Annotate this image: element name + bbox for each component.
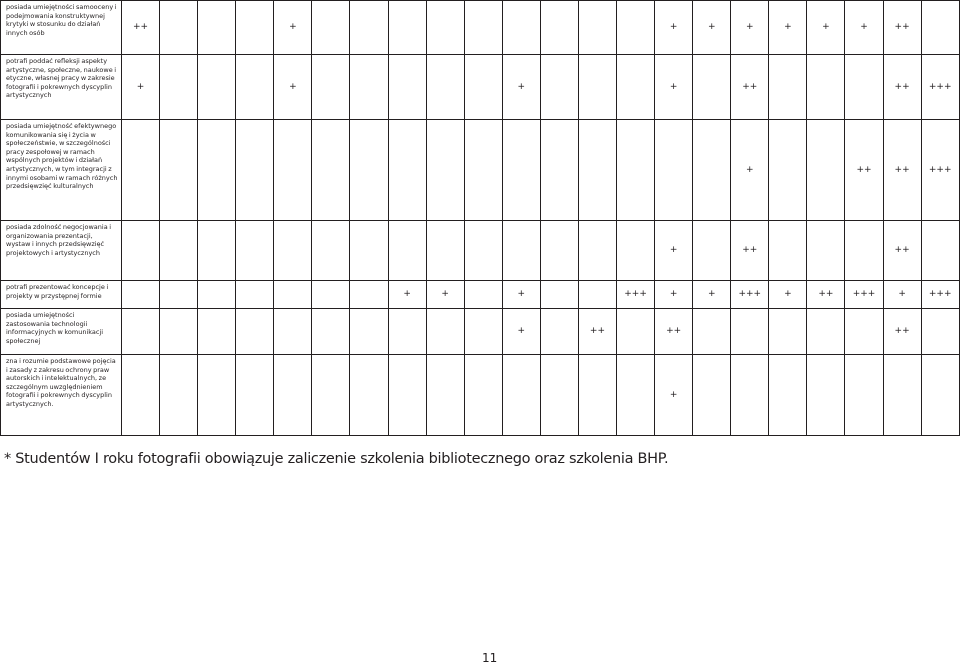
- mark-cell: +: [655, 355, 693, 436]
- mark-cell: +++: [921, 281, 959, 309]
- mark-cell: +: [693, 281, 731, 309]
- mark-cell: [845, 309, 883, 355]
- mark-cell: [160, 221, 198, 281]
- mark-cell: [693, 309, 731, 355]
- mark-cell: +: [388, 281, 426, 309]
- mark-cell: [540, 1, 578, 55]
- mark-cell: [198, 309, 236, 355]
- mark-cell: [236, 221, 274, 281]
- mark-cell: ++: [578, 309, 616, 355]
- mark-cell: [807, 221, 845, 281]
- mark-cell: [464, 120, 502, 221]
- mark-cell: [540, 55, 578, 120]
- matrix-row: [1, 355, 960, 436]
- mark-cell: [617, 355, 655, 436]
- mark-cell: +++: [731, 281, 769, 309]
- mark-cell: [236, 281, 274, 309]
- mark-cell: +: [655, 281, 693, 309]
- mark-cell: +: [655, 221, 693, 281]
- mark-cell: [540, 309, 578, 355]
- mark-cell: [807, 355, 845, 436]
- matrix-row: [1, 55, 960, 120]
- outcome-description: zna i rozumie podstawowe pojęcia i zasady z zakresu ochrony praw autorskich i intelektualnych, ze szczególnym uwzględnieniem fotografii i pokrewnych dyscyplin artystycznych.: [1, 355, 122, 436]
- footnote: * Studentów I roku fotografii obowiązuje zaliczenie szkolenia bibliotecznego oraz szkolenia BHP.: [4, 451, 669, 467]
- mark-cell: [731, 309, 769, 355]
- mark-cell: [464, 309, 502, 355]
- mark-cell: [769, 120, 807, 221]
- mark-cell: [160, 281, 198, 309]
- mark-cell: +++: [617, 281, 655, 309]
- mark-cell: ++: [122, 1, 160, 55]
- mark-cell: [693, 55, 731, 120]
- mark-cell: +: [122, 55, 160, 120]
- mark-cell: +++: [921, 120, 959, 221]
- mark-cell: [693, 221, 731, 281]
- mark-cell: [236, 55, 274, 120]
- mark-cell: [312, 120, 350, 221]
- mark-cell: [350, 221, 388, 281]
- mark-cell: [731, 355, 769, 436]
- mark-cell: ++: [655, 309, 693, 355]
- mark-cell: [845, 55, 883, 120]
- mark-cell: [198, 120, 236, 221]
- mark-cell: [198, 281, 236, 309]
- mark-cell: [617, 1, 655, 55]
- mark-cell: [274, 309, 312, 355]
- mark-cell: [350, 309, 388, 355]
- mark-cell: [388, 309, 426, 355]
- mark-cell: +: [769, 281, 807, 309]
- mark-cell: [502, 221, 540, 281]
- mark-cell: [122, 309, 160, 355]
- mark-cell: [426, 309, 464, 355]
- mark-cell: +: [807, 1, 845, 55]
- mark-cell: [769, 355, 807, 436]
- mark-cell: [578, 355, 616, 436]
- mark-cell: [122, 221, 160, 281]
- mark-cell: [236, 120, 274, 221]
- mark-cell: [236, 355, 274, 436]
- mark-cell: [578, 281, 616, 309]
- mark-cell: [617, 309, 655, 355]
- mark-cell: [198, 355, 236, 436]
- mark-cell: [502, 355, 540, 436]
- mark-cell: ++: [845, 120, 883, 221]
- mark-cell: [350, 281, 388, 309]
- mark-cell: +: [769, 1, 807, 55]
- mark-cell: +: [426, 281, 464, 309]
- mark-cell: [883, 355, 921, 436]
- mark-cell: [693, 355, 731, 436]
- mark-cell: [198, 221, 236, 281]
- mark-cell: [769, 221, 807, 281]
- mark-cell: [464, 355, 502, 436]
- mark-cell: [388, 55, 426, 120]
- mark-cell: [426, 221, 464, 281]
- mark-cell: [312, 1, 350, 55]
- mark-cell: ++: [807, 281, 845, 309]
- mark-cell: +: [502, 55, 540, 120]
- mark-cell: [274, 281, 312, 309]
- mark-cell: [693, 120, 731, 221]
- mark-cell: [921, 221, 959, 281]
- mark-cell: [274, 355, 312, 436]
- mark-cell: [236, 309, 274, 355]
- mark-cell: [426, 120, 464, 221]
- mark-cell: [578, 221, 616, 281]
- matrix-row: [1, 221, 960, 281]
- mark-cell: +: [274, 55, 312, 120]
- mark-cell: +: [274, 1, 312, 55]
- mark-cell: [274, 221, 312, 281]
- mark-cell: +++: [845, 281, 883, 309]
- mark-cell: ++: [731, 221, 769, 281]
- mark-cell: [807, 309, 845, 355]
- mark-cell: [160, 120, 198, 221]
- mark-cell: [464, 55, 502, 120]
- outcome-description: potrafi prezentować koncepcje i projekty w przystępnej formie: [1, 281, 122, 309]
- mark-cell: [426, 355, 464, 436]
- mark-cell: [350, 120, 388, 221]
- mark-cell: [617, 120, 655, 221]
- mark-cell: [921, 1, 959, 55]
- mark-cell: [350, 355, 388, 436]
- mark-cell: [617, 221, 655, 281]
- mark-cell: [122, 120, 160, 221]
- outcome-description: posiada umiejętność efektywnego komunikowania się i życia w społeczeństwie, w szczególności pracy zespołowej w ramach wspólnych projektów i działań artystycznych, w tym integracji z innymi osobami w ramach różnych przedsięwzięć kulturalnych: [1, 120, 122, 221]
- mark-cell: [312, 355, 350, 436]
- mark-cell: +++: [921, 55, 959, 120]
- mark-cell: +: [883, 281, 921, 309]
- mark-cell: [426, 1, 464, 55]
- mark-cell: [578, 1, 616, 55]
- matrix-row: [1, 1, 960, 55]
- mark-cell: [388, 221, 426, 281]
- mark-cell: [160, 1, 198, 55]
- mark-cell: [236, 1, 274, 55]
- mark-cell: ++: [883, 221, 921, 281]
- matrix-body: [1, 1, 960, 436]
- mark-cell: [769, 309, 807, 355]
- mark-cell: [312, 309, 350, 355]
- mark-cell: +: [731, 120, 769, 221]
- mark-cell: [464, 281, 502, 309]
- mark-cell: [540, 281, 578, 309]
- matrix-row: [1, 309, 960, 355]
- mark-cell: [312, 221, 350, 281]
- mark-cell: +: [502, 309, 540, 355]
- mark-cell: ++: [883, 1, 921, 55]
- mark-cell: [502, 120, 540, 221]
- mark-cell: [464, 221, 502, 281]
- mark-cell: [198, 55, 236, 120]
- mark-cell: [160, 55, 198, 120]
- mark-cell: [388, 355, 426, 436]
- mark-cell: [502, 1, 540, 55]
- mark-cell: [198, 1, 236, 55]
- page-number: 11: [482, 651, 498, 665]
- mark-cell: [122, 355, 160, 436]
- mark-cell: [388, 120, 426, 221]
- mark-cell: [350, 55, 388, 120]
- mark-cell: +: [655, 1, 693, 55]
- mark-cell: [769, 55, 807, 120]
- mark-cell: [540, 355, 578, 436]
- mark-cell: ++: [731, 55, 769, 120]
- mark-cell: [160, 309, 198, 355]
- mark-cell: [845, 221, 883, 281]
- mark-cell: +: [655, 55, 693, 120]
- mark-cell: [312, 55, 350, 120]
- mark-cell: [350, 1, 388, 55]
- outcome-description: posiada umiejętności zastosowania technologii informacyjnych w komunikacji społecznej: [1, 309, 122, 355]
- mark-cell: [921, 355, 959, 436]
- mark-cell: [388, 1, 426, 55]
- mark-cell: [464, 1, 502, 55]
- mark-cell: [578, 55, 616, 120]
- mark-cell: [160, 355, 198, 436]
- outcome-description: posiada zdolność negocjowania i organizowania prezentacji, wystaw i innych przedsięwzięć projektowych i artystycznych: [1, 221, 122, 281]
- matrix-row: [1, 120, 960, 221]
- mark-cell: [540, 120, 578, 221]
- mark-cell: [807, 55, 845, 120]
- mark-cell: [312, 281, 350, 309]
- mark-cell: [921, 309, 959, 355]
- mark-cell: [578, 120, 616, 221]
- mark-cell: +: [693, 1, 731, 55]
- mark-cell: +: [845, 1, 883, 55]
- mark-cell: ++: [883, 309, 921, 355]
- mark-cell: [274, 120, 312, 221]
- mark-cell: [617, 55, 655, 120]
- mark-cell: [540, 221, 578, 281]
- mark-cell: [122, 281, 160, 309]
- outcome-description: potrafi poddać refleksji aspekty artystyczne, społeczne, naukowe i etyczne, własnej pracy w zakresie fotografii i pokrewnych dyscyplin artystycznych: [1, 55, 122, 120]
- matrix-row: [1, 281, 960, 309]
- mark-cell: [845, 355, 883, 436]
- mark-cell: [426, 55, 464, 120]
- mark-cell: [655, 120, 693, 221]
- mark-cell: [807, 120, 845, 221]
- mark-cell: ++: [883, 55, 921, 120]
- mark-cell: +: [502, 281, 540, 309]
- mark-cell: +: [731, 1, 769, 55]
- outcome-description: posiada umiejętności samooceny i podejmowania konstruktywnej krytyki w stosunku do działań innych osób: [1, 1, 122, 55]
- mark-cell: ++: [883, 120, 921, 221]
